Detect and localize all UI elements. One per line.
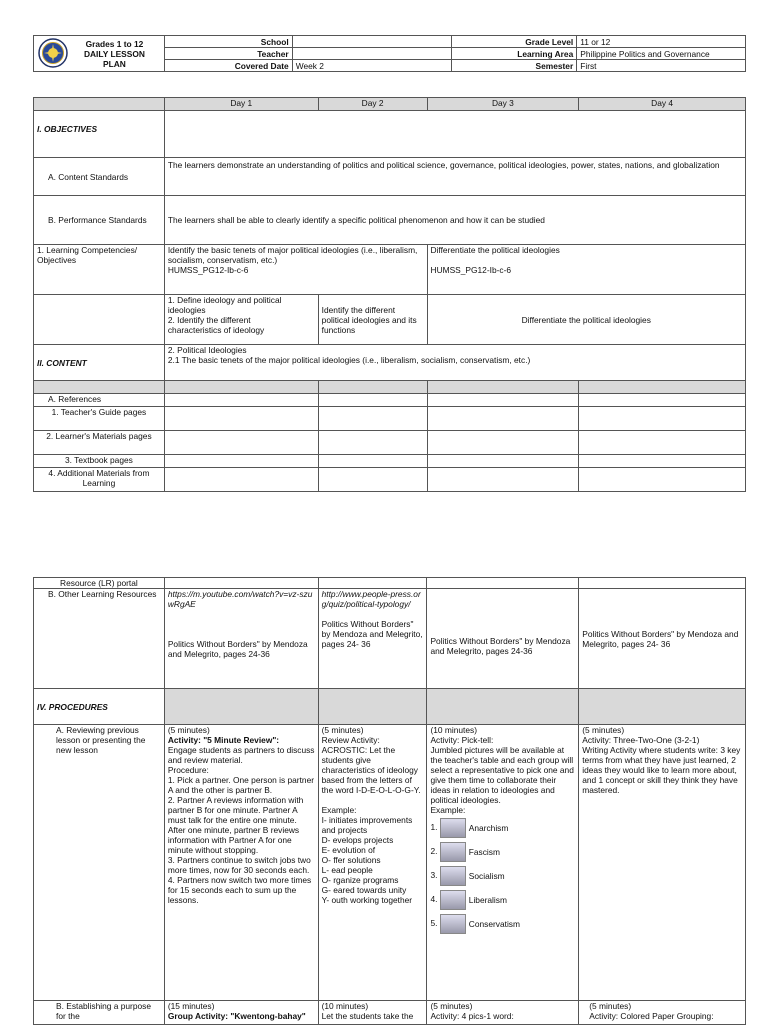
people-press-link[interactable]: http://www.people-press.org/quiz/political-typology/ (321, 589, 421, 609)
pic-item-fascism: 2. Fascism (430, 841, 575, 863)
day2-header: Day 2 (318, 98, 427, 111)
content-heading: II. CONTENT (34, 345, 165, 381)
procedures-heading: IV. PROCEDURES (34, 689, 165, 725)
other-resources-label: B. Other Learning Resources (34, 589, 165, 689)
day2-book: Politics Without Borders" by Mendoza and Melegrito, pages 24- 36 (321, 619, 423, 649)
learning-competencies-label: 1. Learning Competencies/ Objectives (34, 245, 165, 295)
content-standards-label: A. Content Standards (34, 158, 165, 196)
competency-day12: Identify the basic tenets of major political ideologies (i.e., liberalism, socialism, conservatism, etc.) HUMSS_PG12-Ib-c-6 (164, 245, 427, 295)
grade-level-label: Grade Level (452, 36, 577, 48)
other-resources-day2 (318, 589, 427, 689)
objectives-heading: I. OBJECTIVES (34, 111, 165, 158)
pic-item-anarchism: 1. Anarchism (430, 817, 575, 839)
liberalism-picture (440, 890, 466, 910)
day4-book: Politics Without Borders" by Mendoza and Melegrito, pages 24- 36 (579, 589, 746, 689)
purpose-day2: (10 minutes) Let the students take the (318, 1001, 427, 1025)
references-label: A. References (34, 394, 165, 407)
youtube-link[interactable]: https://m.youtube.com/watch?v=vz-szuwRgAE (167, 589, 313, 609)
purpose-day1 (164, 1001, 318, 1025)
day1-header: Day 1 (164, 98, 318, 111)
dlp-title-line3: PLAN (103, 58, 126, 69)
school-value (292, 36, 452, 48)
day3-header: Day 3 (427, 98, 579, 111)
review-day1 (164, 725, 318, 1001)
review-day1-title: Activity: "5 Minute Review": (167, 735, 280, 745)
establishing-purpose-label: B. Establishing a purpose for the (34, 1001, 165, 1025)
purpose-day3: (5 minutes) Activity: 4 pics-1 word: (427, 1001, 579, 1025)
other-resources-day1 (164, 589, 318, 689)
purpose-day1-title: Group Activity: "Kwentong-bahay" (167, 1011, 306, 1021)
lr-portal-label: Resource (LR) portal (34, 578, 165, 589)
gray-spacer-label (34, 381, 165, 394)
objective-day34: Differentiate the political ideologies (427, 295, 745, 345)
anarchism-picture (440, 818, 466, 838)
review-day4: (5 minutes) Activity: Three-Two-One (3-2-1) Writing Activity where students write: 3 key terms from what they have just learned, 2 ideas they would like to learn more about, and 1 concept or skill they think they have mastered. (579, 725, 746, 1001)
review-day2: (5 minutes) Review Activity: ACROSTIC: Let the students give characteristics of ideology based from the letters of the word I-D-E-O-L-O-G-Y. Example: I- initiates improvements and projects D- evelops projects E- evolution of O- ffer solutions L- ead people O- rganize programs G- eared towards unity Y- outh working together (318, 725, 427, 1001)
dlp-title-line1: Grades 1 to 12 (85, 38, 144, 49)
grade-level-value: 11 or 12 (577, 36, 746, 48)
day3-book: Politics Without Borders" by Mendoza and Melegrito, pages 24-36 (427, 589, 579, 689)
procedures-table (33, 577, 746, 1025)
objectives-blank (164, 111, 745, 158)
covered-date-label: Covered Date (164, 60, 292, 72)
semester-value: First (577, 60, 746, 72)
objectives-row-label (34, 295, 165, 345)
learners-materials-label: 2. Learner's Materials pages (34, 431, 165, 455)
performance-standards-label: B. Performance Standards (34, 196, 165, 245)
content-standards-text: The learners demonstrate an understanding of politics and political science, governance, political ideologies, power, states, nations, and globalization (164, 158, 745, 196)
conservatism-picture (440, 914, 466, 934)
review-day3-text: (10 minutes) Activity: Pick-tell: Jumbled pictures will be available at the teacher's table and each group will select a representative to pick one and give them time to collaborate their ideas in relation to ideologies and political ideologies. Example: (430, 725, 574, 815)
performance-standards-text: The learners shall be able to clearly identify a specific political phenomenon and how it can be studied (164, 196, 745, 245)
pic-item-liberalism: 4. Liberalism (430, 889, 575, 911)
teachers-guide-label: 1. Teacher's Guide pages (34, 407, 165, 431)
school-label: School (164, 36, 292, 48)
content-text: 2. Political Ideologies 2.1 The basic tenets of the major political ideologies (i.e., liberalism, socialism, conservatism, etc.) (164, 345, 745, 381)
review-day1-text: Engage students as partners to discuss and review material. Procedure: 1. Pick a partner. One person is partner A and the other is partner B. 2. Partner A reviews information with partner B for one minute. Partner A must talk for the entire one minute. After one minute, partner B reviews information with Partner A for one minute without stopping. 3. Partners continue to switch jobs two more times, now for 30 seconds each. 4. Partners now switch two more times for 15 seconds each to sum up the lessons. (167, 745, 315, 905)
pic-item-socialism: 3. Socialism (430, 865, 575, 887)
review-day3 (427, 725, 579, 1001)
header-table (33, 35, 746, 72)
corner-cell (34, 98, 165, 111)
teacher-label: Teacher (164, 48, 292, 60)
purpose-day1-time: (15 minutes) (167, 1001, 215, 1011)
learning-area-label: Learning Area (452, 48, 577, 60)
purpose-day4: (5 minutes) Activity: Colored Paper Grouping: (579, 1001, 746, 1025)
pic-item-conservatism: 5. Conservatism (430, 913, 575, 935)
teacher-value (292, 48, 452, 60)
covered-date-value: Week 2 (292, 60, 452, 72)
learning-area-value: Philippine Politics and Governance (577, 48, 746, 60)
day4-header: Day 4 (579, 98, 746, 111)
socialism-picture (440, 866, 466, 886)
dlp-title-line2: DAILY LESSON (83, 48, 145, 59)
review-day1-time: (5 minutes) (167, 725, 210, 735)
textbook-pages-label: 3. Textbook pages (34, 455, 165, 468)
competency-day34: Differentiate the political ideologies HUMSS_PG12-Ib-c-6 (427, 245, 745, 295)
objectives-table (33, 97, 746, 492)
objective-day2: Identify the different political ideologies and its functions (318, 295, 427, 345)
reviewing-lesson-label: A. Reviewing previous lesson or presenting the new lesson (34, 725, 165, 1001)
semester-label: Semester (452, 60, 577, 72)
additional-materials-label: 4. Additional Materials from Learning (34, 468, 165, 492)
fascism-picture (440, 842, 466, 862)
dlp-title (34, 36, 165, 72)
day1-book: Politics Without Borders" by Mendoza and Melegrito, pages 24-36 (167, 639, 308, 659)
objective-day1: 1. Define ideology and political ideologies 2. Identify the different characteristics of ideology (164, 295, 318, 345)
